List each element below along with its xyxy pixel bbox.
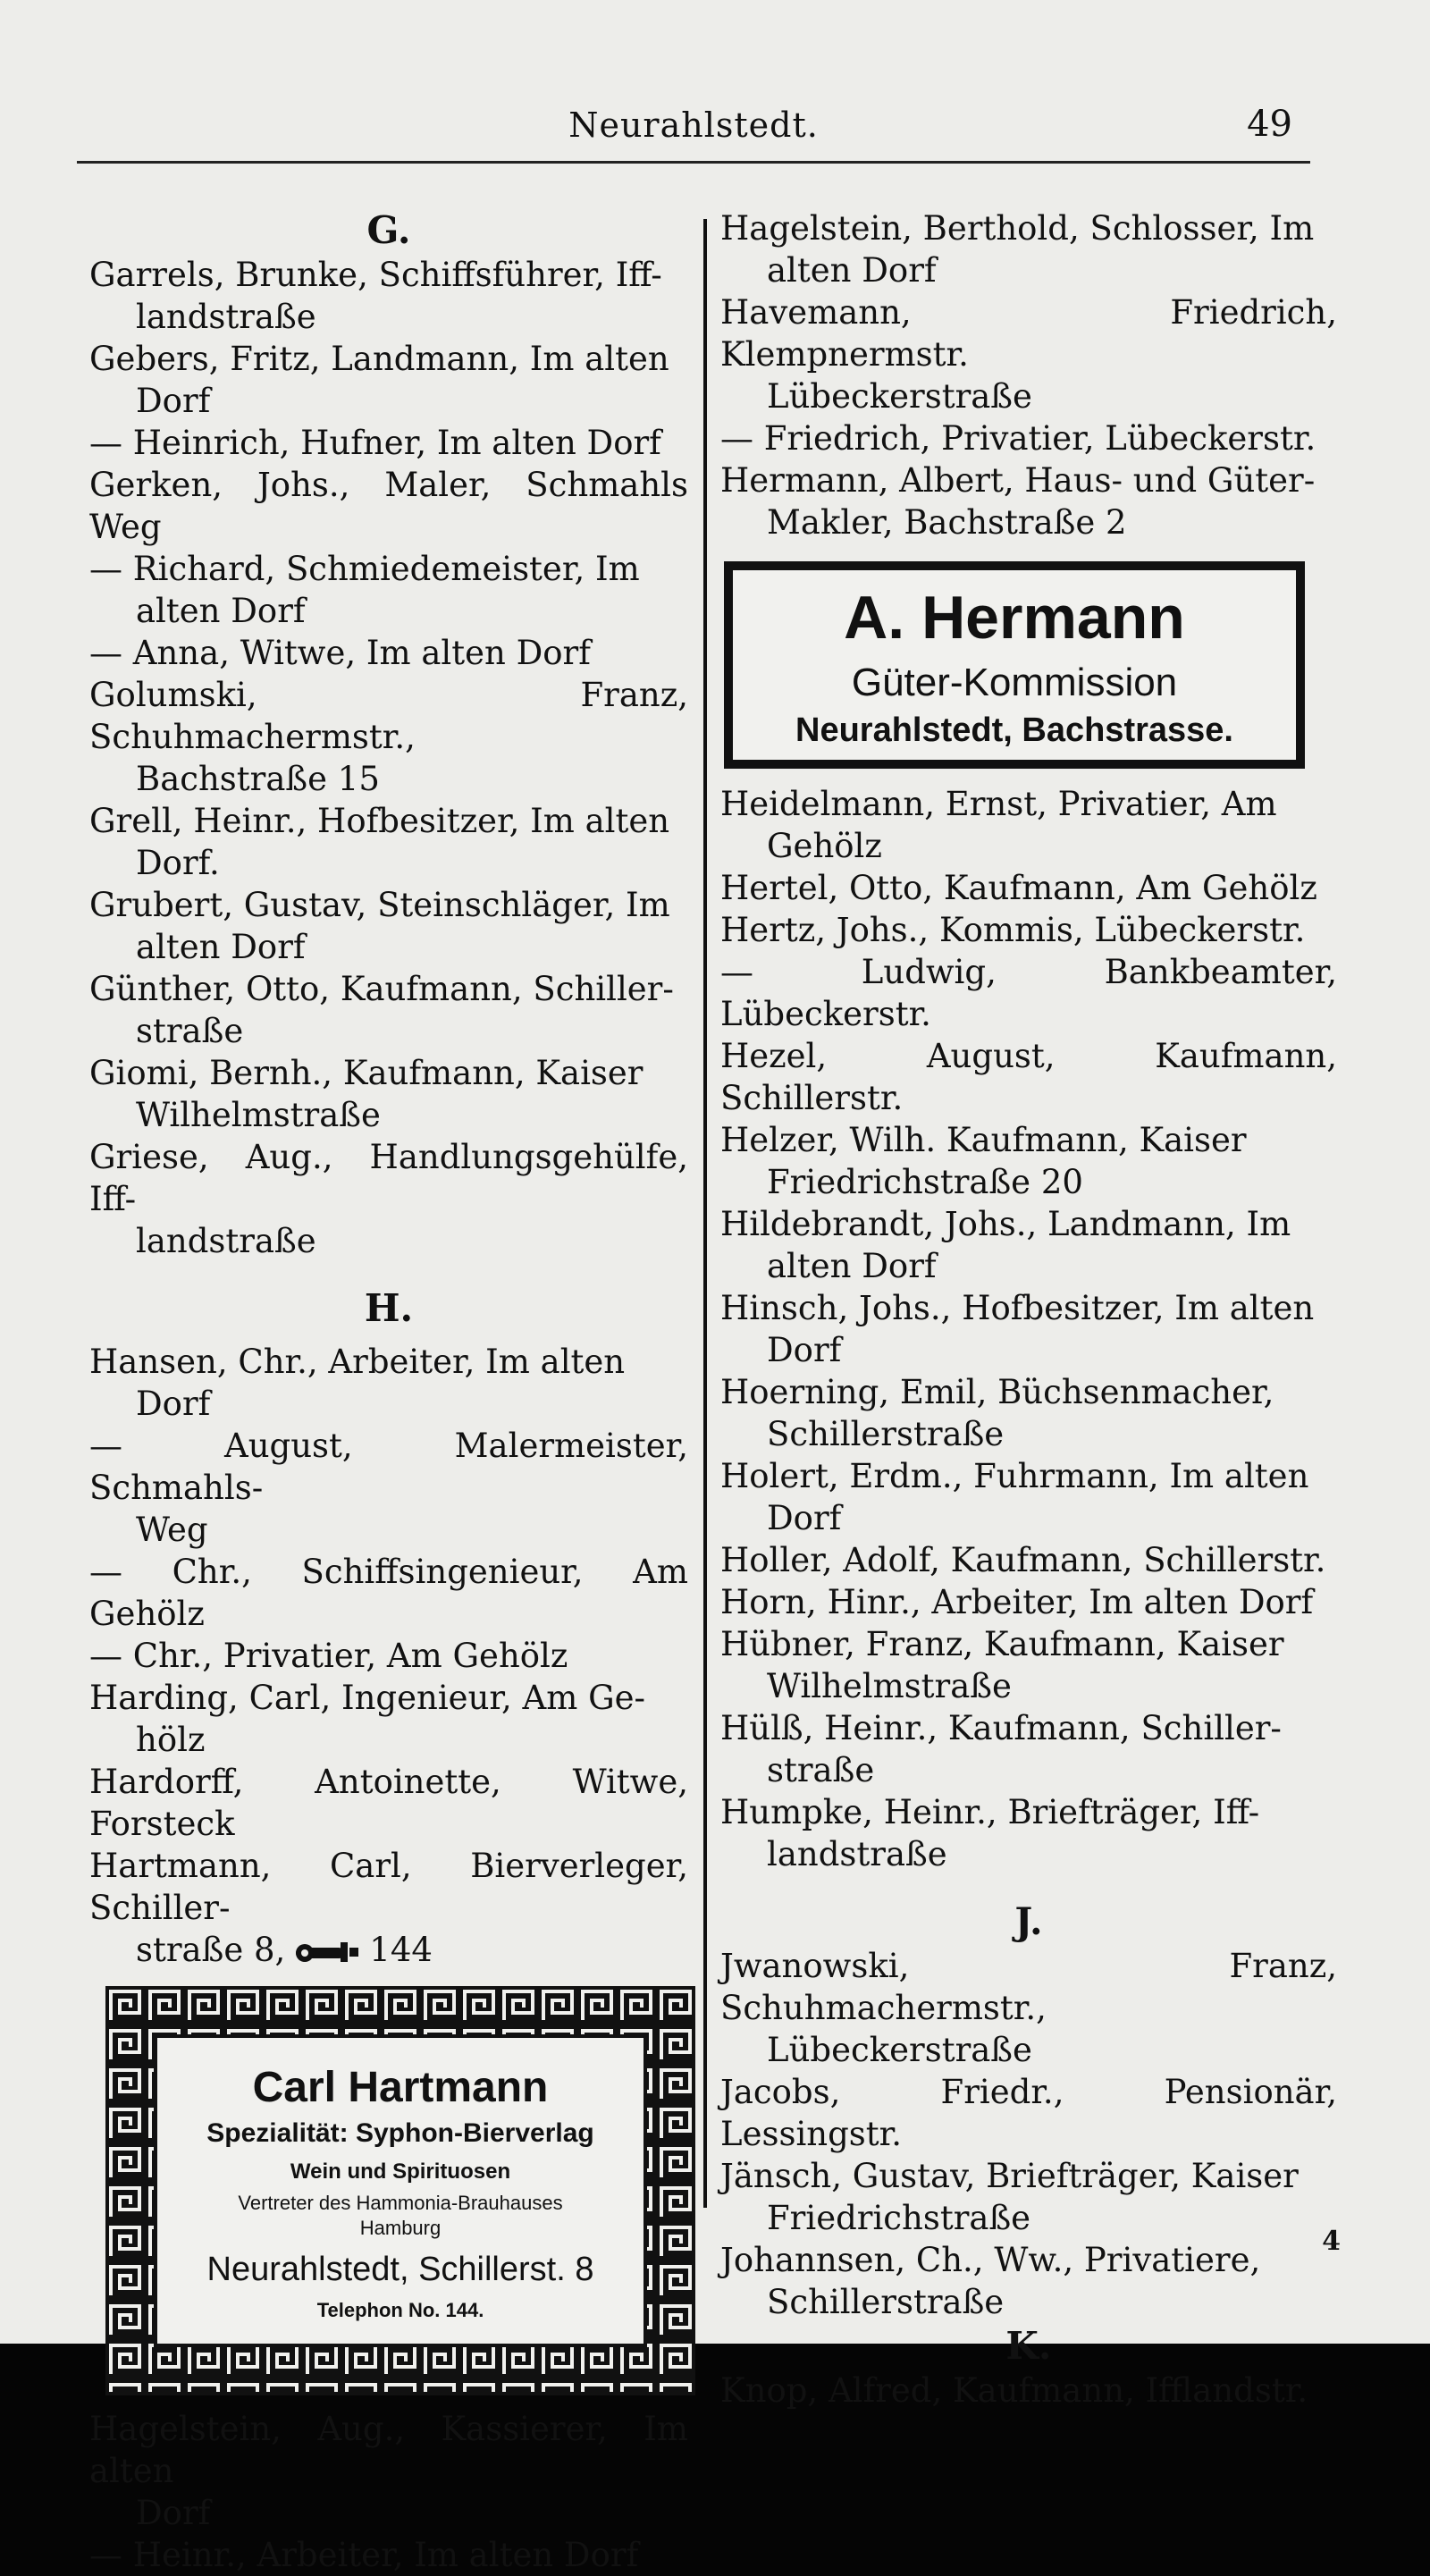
ad-specialty: Spezialität: Syphon-Bierverlag — [206, 2118, 594, 2148]
directory-entry — [89, 674, 688, 800]
entry-first-line: Giomi, Bernh., Kaufmann, Kaiser — [89, 1054, 644, 1092]
entry-text: straße 8, — [136, 1931, 286, 1969]
directory-entry — [89, 338, 688, 422]
entries-g — [89, 254, 688, 1262]
ad-address: Neurahlstedt, Schillerst. 8 — [206, 2251, 594, 2288]
ad-company-name: Carl Hartmann — [252, 2064, 549, 2111]
entry-first-line: Hartmann, Carl, Bierverleger, Schiller- — [89, 1847, 688, 1927]
entry-first-line: — Richard, Schmiedemeister, Im — [89, 550, 640, 588]
entry-first-line: Hardorff, Antoinette, Witwe, Forsteck — [89, 1763, 688, 1843]
directory-entry — [89, 2408, 688, 2534]
ad-agent: Vertreter des Hammonia-Brauhauses — [238, 2192, 563, 2214]
entry-continuation-line: Lübeckerstraße — [767, 2031, 1032, 2069]
entry-continuation-line: straße — [767, 1751, 875, 1789]
right-column — [720, 207, 1337, 2412]
directory-entry — [89, 2534, 688, 2576]
directory-entry — [720, 1581, 1337, 1623]
section-letter-g: G. — [366, 208, 411, 252]
directory-entry — [720, 1623, 1337, 1707]
running-head: Neurahlstedt. — [568, 105, 819, 145]
entries-k — [720, 2370, 1337, 2412]
entries-j — [720, 1945, 1337, 2323]
entry-continuation-line: alten Dorf — [767, 251, 937, 290]
directory-entry-continuation — [89, 1929, 688, 1974]
entry-first-line: Hübner, Franz, Kaufmann, Kaiser — [720, 1625, 1284, 1663]
entry-first-line: — Chr., Schiffsingenieur, Am Gehölz — [89, 1553, 688, 1633]
directory-entry — [720, 2155, 1337, 2239]
directory-entry — [89, 422, 688, 464]
entry-continuation-line: Schillerstraße — [767, 1415, 1005, 1453]
entry-first-line: Gerken, Johs., Maler, Schmahls Weg — [89, 466, 688, 546]
directory-entry — [89, 1052, 688, 1136]
directory-entry — [89, 1136, 688, 1262]
directory-entry — [720, 783, 1337, 867]
entry-continuation-line: Weg — [136, 1511, 208, 1549]
directory-entry — [720, 459, 1337, 543]
entry-continuation-line: Schillerstraße — [767, 2283, 1005, 2321]
entry-continuation-line: Friedrichstraße — [767, 2199, 1031, 2237]
entry-first-line: — Friedrich, Privatier, Lübeckerstr. — [720, 419, 1316, 458]
entry-first-line: Hezel, August, Kaufmann, Schillerstr. — [720, 1037, 1337, 1117]
entry-first-line: — Chr., Privatier, Am Gehölz — [89, 1637, 568, 1675]
entry-first-line: Havemann, Friedrich, Klempnermstr. — [720, 293, 1337, 374]
entry-first-line: Hermann, Albert, Haus- und Güter- — [720, 461, 1316, 500]
entry-first-line: Helzer, Wilh. Kaufmann, Kaiser — [720, 1121, 1247, 1159]
directory-entry — [89, 548, 688, 632]
directory-entry — [89, 1425, 688, 1551]
entry-continuation-line: alten Dorf — [136, 928, 306, 966]
entry-continuation-line: Wilhelmstraße — [136, 1096, 381, 1134]
entry-continuation-line: alten Dorf — [767, 1247, 937, 1285]
ad-address: Neurahlstedt, Bachstrasse. — [795, 711, 1233, 749]
directory-entry — [720, 1287, 1337, 1371]
entry-first-line: Hagelstein, Berthold, Schlosser, Im — [720, 209, 1315, 248]
entry-first-line: Hoerning, Emil, Büchsenmacher, — [720, 1373, 1274, 1411]
directory-entry — [720, 2370, 1337, 2412]
entry-continuation-line: alten Dorf — [136, 592, 306, 630]
directory-entry — [720, 867, 1337, 909]
entry-continuation-line: Dorf — [136, 2494, 211, 2532]
entry-first-line: — Ludwig, Bankbeamter, Lübeckerstr. — [720, 953, 1337, 1033]
entry-first-line: — Anna, Witwe, Im alten Dorf — [89, 634, 591, 672]
directory-entry — [720, 2239, 1337, 2323]
directory-entry — [89, 632, 688, 674]
entry-first-line: Griese, Aug., Handlungsgehülfe, Iff- — [89, 1138, 688, 1218]
entry-first-line: — Heinrich, Hufner, Im alten Dorf — [89, 424, 661, 462]
directory-entry — [720, 1945, 1337, 2071]
entry-continuation-line: Gehölz — [767, 827, 882, 865]
ad-company-name: A. Hermann — [844, 584, 1185, 652]
entry-continuation-line: Dorf — [767, 1499, 842, 1537]
directory-entry — [720, 909, 1337, 951]
directory-entry — [720, 951, 1337, 1035]
directory-entry — [720, 207, 1337, 291]
directory-entry — [89, 254, 688, 338]
directory-entry — [89, 1551, 688, 1635]
entry-continuation-line: Bachstraße 15 — [136, 760, 380, 798]
entry-first-line: Hertel, Otto, Kaufmann, Am Gehölz — [720, 869, 1317, 907]
entry-first-line: Jänsch, Gustav, Briefträger, Kaiser — [720, 2157, 1299, 2195]
directory-entry — [720, 1539, 1337, 1581]
entries-after-ad — [89, 2408, 688, 2576]
directory-entry — [720, 2071, 1337, 2155]
directory-entry — [89, 968, 688, 1052]
directory-entry — [89, 1845, 688, 1929]
ad-products: Wein und Spirituosen — [290, 2159, 511, 2184]
entry-first-line: Humpke, Heinr., Briefträger, Iff- — [720, 1793, 1260, 1831]
directory-entry — [89, 464, 688, 548]
page-number: 49 — [1247, 104, 1292, 145]
entries-h-continued — [720, 207, 1337, 543]
section-letter-k: K. — [1005, 2324, 1052, 2368]
entry-continuation-line: landstraße — [136, 1222, 316, 1260]
entry-continuation-line: Lübeckerstraße — [767, 377, 1032, 416]
directory-entry — [720, 1707, 1337, 1791]
advertisement-a-hermann — [724, 561, 1305, 769]
entry-first-line: Grubert, Gustav, Steinschläger, Im — [89, 886, 670, 924]
directory-entry — [89, 1761, 688, 1845]
directory-entry — [720, 1035, 1337, 1119]
entry-first-line: Hagelstein, Aug., Kassierer, Im alten — [89, 2410, 688, 2490]
entry-first-line: Golumski, Franz, Schuhmachermstr., — [89, 676, 688, 756]
entry-continuation-line: straße — [136, 1012, 244, 1050]
directory-entry — [720, 1455, 1337, 1539]
directory-entry — [720, 291, 1337, 417]
phone-number: 144 — [369, 1931, 433, 1969]
entry-first-line: Holler, Adolf, Kaufmann, Schillerstr. — [720, 1541, 1326, 1579]
entry-continuation-line: Dorf — [767, 1331, 842, 1369]
entry-first-line: Harding, Carl, Ingenieur, Am Ge- — [89, 1679, 646, 1717]
entry-first-line: Günther, Otto, Kaufmann, Schiller- — [89, 970, 674, 1008]
entry-first-line: Horn, Hinr., Arbeiter, Im alten Dorf — [720, 1583, 1314, 1621]
left-column — [89, 207, 688, 2576]
entry-continuation-line: Friedrichstraße 20 — [767, 1163, 1083, 1201]
directory-entry — [89, 884, 688, 968]
entries-h — [89, 1341, 688, 1929]
ad-telephone: Telephon No. 144. — [316, 2299, 484, 2321]
entry-continuation-line: Makler, Bachstraße 2 — [767, 503, 1127, 542]
directory-entry — [720, 1119, 1337, 1203]
directory-entry — [89, 1635, 688, 1677]
entry-first-line: Gebers, Fritz, Landmann, Im alten — [89, 340, 669, 378]
directory-entry — [720, 1371, 1337, 1455]
ad-city: Hamburg — [359, 2217, 442, 2239]
entries-h-second — [720, 783, 1337, 1875]
entry-first-line: — Heinr., Arbeiter, Im alten Dorf — [89, 2536, 639, 2574]
telephone-icon — [294, 1932, 360, 1974]
entry-continuation-line: Wilhelmstraße — [767, 1667, 1012, 1705]
directory-entry — [89, 1341, 688, 1425]
entry-first-line: Jacobs, Friedr., Pensionär, Lessingstr. — [720, 2073, 1337, 2153]
entry-first-line: Hülß, Heinr., Kaufmann, Schiller- — [720, 1709, 1282, 1747]
directory-entry — [89, 800, 688, 884]
entry-first-line: Hertz, Johs., Kommis, Lübeckerstr. — [720, 911, 1306, 949]
column-divider — [703, 219, 707, 2208]
entry-continuation-line: Dorf — [136, 1385, 211, 1423]
entry-first-line: Jwanowski, Franz, Schuhmachermstr., — [720, 1947, 1337, 2027]
entry-first-line: Hildebrandt, Johs., Landmann, Im — [720, 1205, 1291, 1243]
entry-continuation-line: hölz — [136, 1721, 206, 1759]
advertisement-carl-hartmann — [105, 1986, 695, 2395]
entry-first-line: Hinsch, Johs., Hofbesitzer, Im alten — [720, 1289, 1315, 1327]
directory-entry — [720, 1791, 1337, 1875]
entry-first-line: Grell, Heinr., Hofbesitzer, Im alten — [89, 802, 670, 840]
entry-first-line: Holert, Erdm., Fuhrmann, Im alten — [720, 1457, 1309, 1495]
entry-continuation-line: landstraße — [767, 1835, 947, 1873]
signature-mark: 4 — [1322, 2226, 1341, 2257]
ad-text-panel — [157, 2038, 644, 2344]
ad-business-type: Güter-Kommission — [851, 661, 1178, 704]
page-header — [77, 100, 1310, 154]
entry-continuation-line: landstraße — [136, 298, 316, 336]
entry-first-line: Hansen, Chr., Arbeiter, Im alten — [89, 1343, 626, 1381]
entry-first-line: Johannsen, Ch., Ww., Privatiere, — [720, 2241, 1261, 2279]
section-letter-j: J. — [1014, 1899, 1043, 1943]
directory-entry — [89, 1677, 688, 1761]
entry-first-line: Knop, Alfred, Kaufmann, Ifflandstr. — [720, 2371, 1308, 2410]
entry-continuation-line: Dorf — [136, 382, 211, 420]
entry-continuation-line: Dorf. — [136, 844, 220, 882]
header-rule — [77, 161, 1310, 164]
entry-first-line: Heidelmann, Ernst, Privatier, Am — [720, 785, 1277, 823]
entry-first-line: — August, Malermeister, Schmahls- — [89, 1427, 688, 1507]
entry-first-line: Garrels, Brunke, Schiffsführer, Iff- — [89, 256, 662, 294]
directory-entry — [720, 417, 1337, 459]
section-letter-h: H. — [364, 1286, 414, 1330]
directory-entry — [720, 1203, 1337, 1287]
